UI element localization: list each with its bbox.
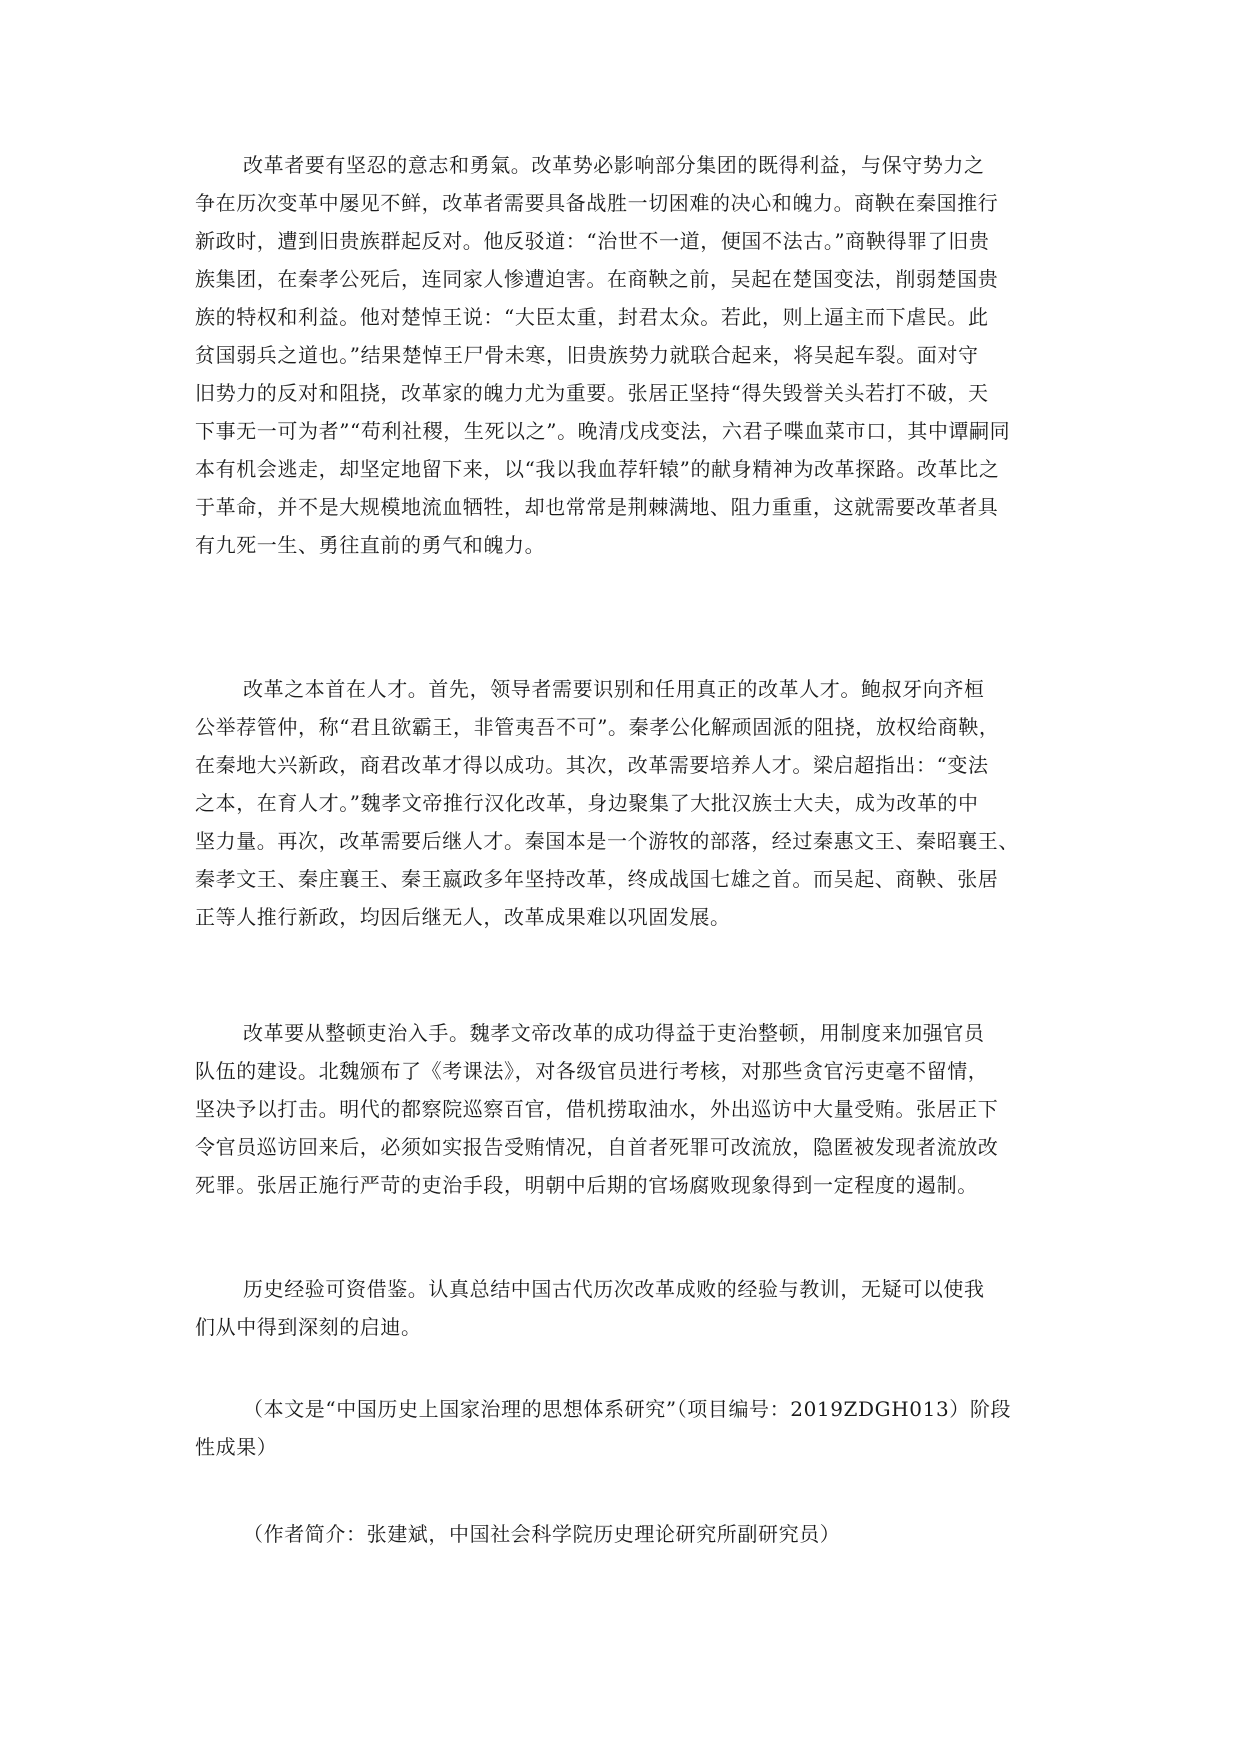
text-line: 于革命，并不是大规模地流血牺牲，却也常常是荆棘满地、阻力重重，这就需要改革者具 — [195, 495, 999, 519]
project-note — [195, 1390, 1075, 1466]
text-line: 们从中得到深刻的启迪。 — [195, 1315, 422, 1339]
text-line: 坚力量。再次，改革需要后继人才。秦国本是一个游牧的部落，经过秦惠文王、秦昭襄王、 — [195, 829, 1019, 853]
text-line: 队伍的建设。北魏颁布了《考课法》，对各级官员进行考核，对那些贪官污吏毫不留情， — [195, 1059, 989, 1083]
text-line: 有九死一生、勇往直前的勇气和魄力。 — [195, 533, 546, 557]
text-line: 死罪。张居正施行严苛的吏治手段，明朝中后期的官场腐败现象得到一定程度的遏制。 — [195, 1173, 978, 1197]
text-line: 正等人推行新政，均因后继无人，改革成果难以巩固发展。 — [195, 905, 731, 929]
paragraph-officials — [195, 1014, 1075, 1204]
paragraph-reformer-will — [195, 146, 1075, 564]
text-line: 族的特权和利益。他对楚悼王说：“大臣太重，封君太众。若此，则上逼主而下虐民。此 — [195, 305, 989, 329]
text-line: 新政时，遭到旧贵族群起反对。他反驳道：“治世不一道，便国不法古。”商鞅得罪了旧贵 — [195, 229, 990, 253]
text-line: 下事无一可为者”“苟利社稷，生死以之”。晚清戊戌变法，六君子喋血菜市口，其中谭嗣同 — [195, 419, 1011, 443]
text-line: 争在历次变革中屡见不鲜，改革者需要具备战胜一切困难的决心和魄力。商鞅在秦国推行 — [195, 191, 999, 215]
text-line: （本文是“中国历史上国家治理的思想体系研究”（项目编号：2019ZDGH013）阶段 — [243, 1397, 1012, 1421]
text-line: 坚决予以打击。明代的都察院巡察百官，借机捞取油水，外出巡访中大量受贿。张居正下 — [195, 1097, 999, 1121]
text-line: 秦孝文王、秦庄襄王、秦王嬴政多年坚持改革，终成战国七雄之首。而吴起、商鞅、张居 — [195, 867, 999, 891]
paragraph-conclusion — [195, 1270, 1075, 1346]
paragraph-talent — [195, 670, 1075, 936]
text-line: 令官员巡访回来后，必须如实报告受贿情况，自首者死罪可改流放，隐匿被发现者流放改 — [195, 1135, 999, 1159]
text-line: 旧势力的反对和阻挠，改革家的魄力尤为重要。张居正坚持“得失毁誉关头若打不破，天 — [195, 381, 989, 405]
text-line: 历史经验可资借鉴。认真总结中国古代历次改革成败的经验与教训，无疑可以使我 — [243, 1277, 985, 1301]
text-line: 在秦地大兴新政，商君改革才得以成功。其次，改革需要培养人才。梁启超指出：“变法 — [195, 753, 989, 777]
text-line: 公举荐管仲，称“君且欲霸王，非管夷吾不可”。秦孝公化解顽固派的阻挠，放权给商鞅， — [195, 715, 1000, 739]
text-line: 族集团，在秦孝公死后，连同家人惨遭迫害。在商鞅之前，吴起在楚国变法，削弱楚国贵 — [195, 267, 999, 291]
author-bio — [195, 1515, 1075, 1553]
text-line: 改革之本首在人才。首先，领导者需要识别和任用真正的改革人才。鲍叔牙向齐桓 — [243, 677, 985, 701]
text-line: 之本，在育人才。”魏孝文帝推行汉化改革，身边聚集了大批汉族士大夫，成为改革的中 — [195, 791, 979, 815]
text-line: 改革者要有坚忍的意志和勇氣。改革势必影响部分集团的既得利益，与保守势力之 — [243, 153, 985, 177]
text-line: （作者简介：张建斌，中国社会科学院历史理论研究所副研究员） — [243, 1522, 841, 1546]
text-line: 贫国弱兵之道也。”结果楚悼王尸骨未寒，旧贵族势力就联合起来，将吴起车裂。面对守 — [195, 343, 979, 367]
text-line: 本有机会逃走，却坚定地留下来，以“我以我血荐轩辕”的献身精神为改革探路。改革比之 — [195, 457, 1000, 481]
text-line: 改革要从整顿吏治入手。魏孝文帝改革的成功得益于吏治整顿，用制度来加强官员 — [243, 1021, 985, 1045]
text-line: 性成果） — [195, 1435, 278, 1459]
